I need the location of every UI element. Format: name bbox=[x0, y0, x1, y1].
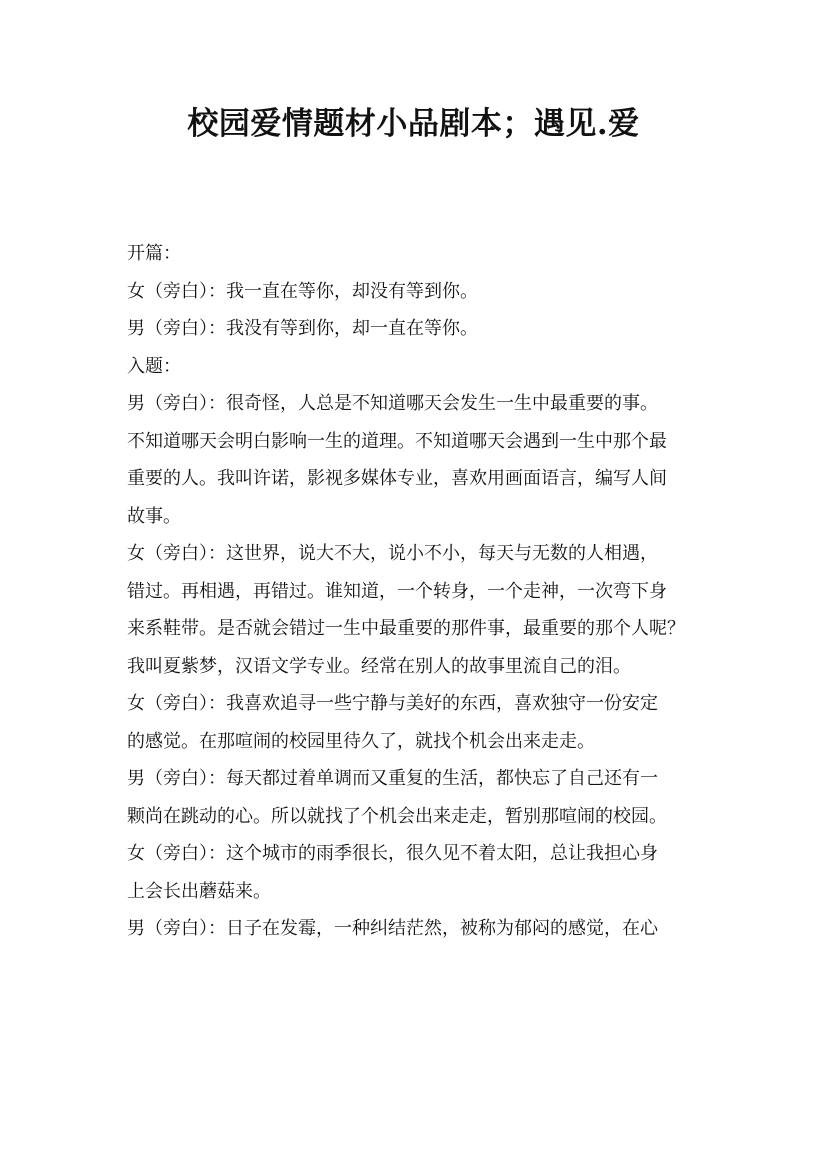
paragraph-female-intro bbox=[127, 535, 717, 685]
text-line: 不知道哪天会明白影响一生的道理。不知道哪天会遇到一生中那个最 bbox=[127, 430, 667, 452]
paragraph-female-narration bbox=[127, 273, 717, 311]
text-line: 我叫夏紫梦，汉语文学专业。经常在别人的故事里流自己的泪。 bbox=[127, 655, 631, 677]
paragraph-female-seeking bbox=[127, 685, 717, 760]
text-line: 上会长出蘑菇来。 bbox=[127, 880, 271, 902]
text-line: 男（旁白）：我没有等到你，却一直在等你。 bbox=[127, 318, 478, 339]
paragraph-male-routine bbox=[127, 760, 717, 835]
paragraph-female-rain bbox=[127, 835, 717, 910]
paragraph-male-days bbox=[127, 910, 717, 948]
text-line: 女（旁白）：这世界，说大不大，说小不小，每天与无数的人相遇， bbox=[127, 543, 658, 564]
text-line: 故事。 bbox=[127, 505, 181, 527]
text-line: 女（旁白）：我一直在等你，却没有等到你。 bbox=[127, 280, 478, 302]
text-line: 颗尚在跳动的心。所以就找了个机会出来走走，暂别那喧闹的校园。 bbox=[127, 805, 667, 827]
text-line: 女（旁白）：我喜欢追寻一些宁静与美好的东西，喜欢独守一份安定 bbox=[127, 693, 658, 714]
text-line: 男（旁白）：每天都过着单调而又重复的生活，都快忘了自己还有一 bbox=[127, 768, 658, 789]
text-line: 错过。再相遇，再错过。谁知道，一个转身，一个走神，一次弯下身 bbox=[127, 580, 667, 602]
text-line: 的感觉。在那喧闹的校园里待久了，就找个机会出来走走。 bbox=[127, 730, 595, 752]
text-line: 男（旁白）：很奇怪，人总是不知道哪天会发生一生中最重要的事。 bbox=[127, 393, 658, 414]
paragraph-topic-heading bbox=[127, 348, 717, 386]
text-line: 开篇： bbox=[127, 243, 181, 264]
paragraph-opening-heading bbox=[127, 235, 717, 273]
text-line: 女（旁白）：这个城市的雨季很长，很久见不着太阳，总让我担心身 bbox=[127, 843, 658, 864]
paragraph-male-narration bbox=[127, 310, 717, 348]
text-line: 来系鞋带。是否就会错过一生中最重要的那件事，最重要的那个人呢？ bbox=[127, 618, 685, 639]
text-line: 重要的人。我叫许诺，影视多媒体专业，喜欢用画面语言，编写人间 bbox=[127, 468, 667, 489]
document-title: 校园爱情题材小品剧本；遇见.爱 bbox=[187, 106, 640, 142]
text-line: 男（旁白）：日子在发霉，一种纠结茫然，被称为郁闷的感觉，在心 bbox=[127, 918, 658, 939]
paragraph-male-intro bbox=[127, 385, 717, 535]
text-line: 入题： bbox=[127, 355, 181, 377]
document-body bbox=[127, 235, 717, 948]
